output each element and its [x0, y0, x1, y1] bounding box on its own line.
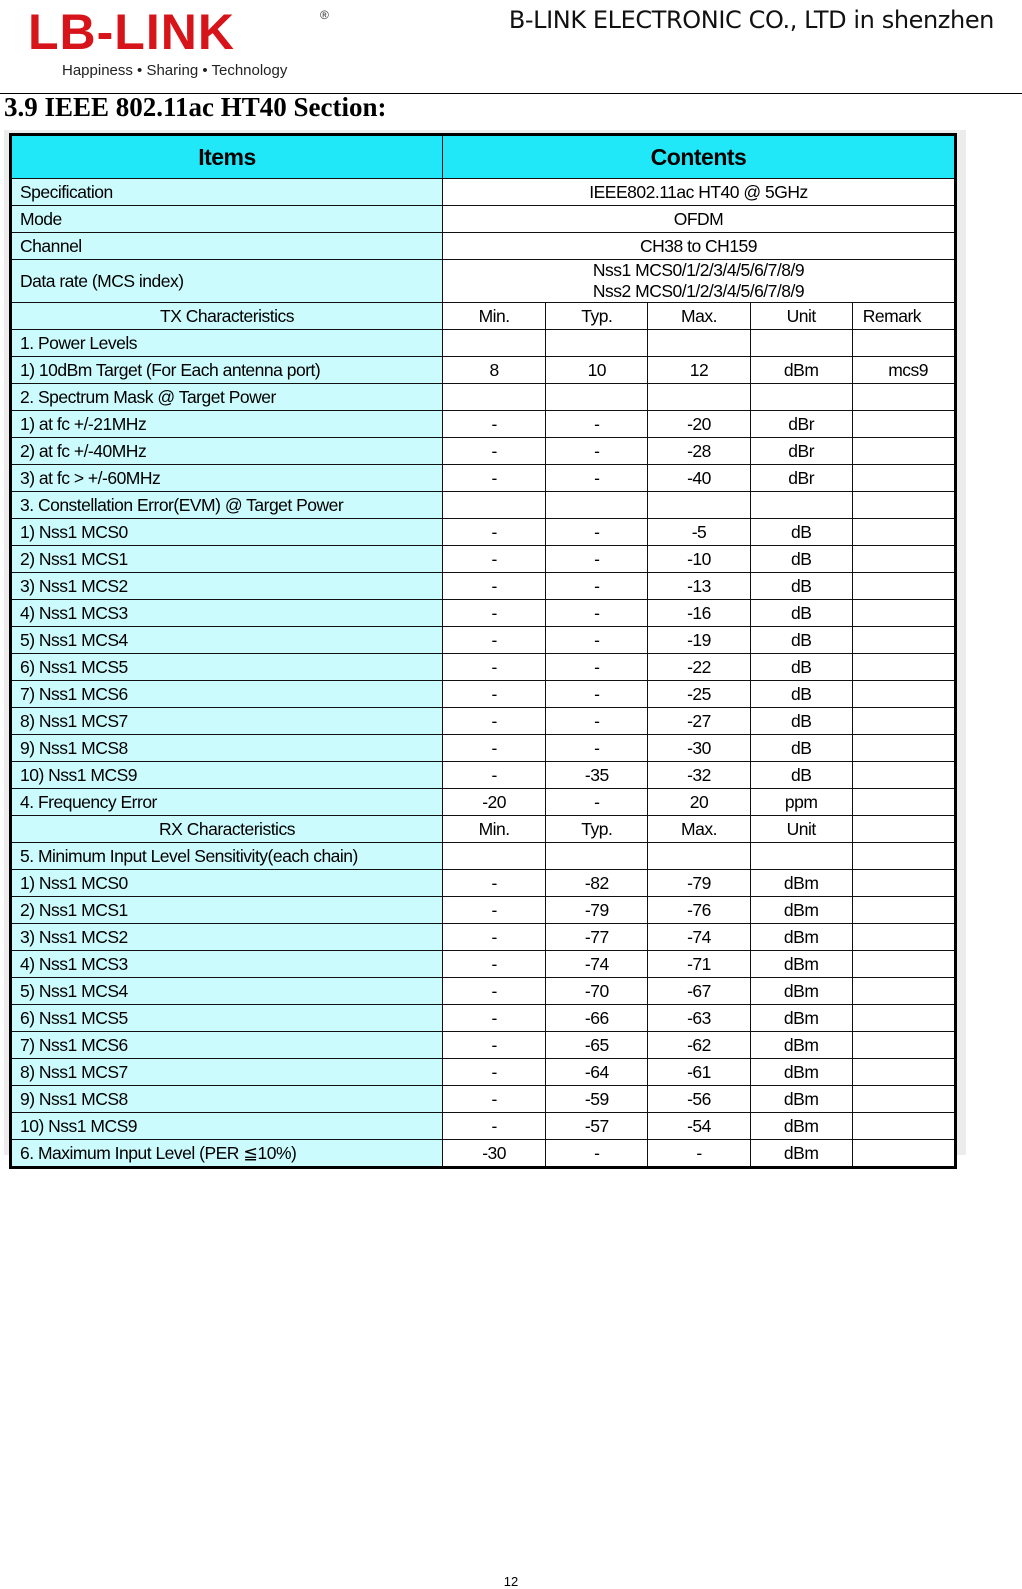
cell-max: -28 — [648, 438, 750, 465]
cell-max — [648, 492, 750, 519]
cell-remark — [852, 978, 955, 1005]
company-name: B-LINK ELECTRONIC CO., LTD in shenzhen — [508, 6, 994, 34]
cell-max — [648, 330, 750, 357]
cell-remark — [852, 789, 955, 816]
cell-typ: - — [546, 573, 648, 600]
company-logo — [28, 6, 348, 84]
table-head-row — [11, 135, 956, 179]
cell-unit: dBm — [750, 1113, 852, 1140]
cell-remark — [852, 465, 955, 492]
cell-typ: -77 — [546, 924, 648, 951]
cell-max: -76 — [648, 897, 750, 924]
table-row — [11, 330, 956, 357]
table-row — [11, 600, 956, 627]
table-row — [11, 735, 956, 762]
row-item: 4) Nss1 MCS3 — [11, 600, 443, 627]
rx-header-row — [11, 816, 956, 843]
cell-min: - — [443, 681, 546, 708]
cell-max: -19 — [648, 627, 750, 654]
cell-max: -5 — [648, 519, 750, 546]
cell-max: -32 — [648, 762, 750, 789]
cell-remark — [852, 438, 955, 465]
cell-unit: dBr — [750, 438, 852, 465]
cell-unit — [750, 492, 852, 519]
table-row — [11, 492, 956, 519]
min-header: Min. — [443, 816, 546, 843]
cell-unit: dBr — [750, 411, 852, 438]
cell-remark — [852, 411, 955, 438]
cell-max: -30 — [648, 735, 750, 762]
cell-max: -40 — [648, 465, 750, 492]
row-value: CH38 to CH159 — [443, 233, 956, 260]
cell-max: 12 — [648, 357, 750, 384]
cell-unit: dBm — [750, 1086, 852, 1113]
cell-unit: dBr — [750, 465, 852, 492]
cell-typ: -65 — [546, 1032, 648, 1059]
row-item: 2) at fc +/-40MHz — [11, 438, 443, 465]
cell-min — [443, 492, 546, 519]
cell-remark — [852, 384, 955, 411]
cell-unit: dB — [750, 627, 852, 654]
cell-min: - — [443, 573, 546, 600]
cell-max: - — [648, 1140, 750, 1168]
cell-min: - — [443, 1086, 546, 1113]
row-item: 7) Nss1 MCS6 — [11, 1032, 443, 1059]
row-item: 3. Constellation Error(EVM) @ Target Power — [11, 492, 443, 519]
row-item: 5. Minimum Input Level Sensitivity(each chain) — [11, 843, 443, 870]
cell-typ: -64 — [546, 1059, 648, 1086]
cell-min: - — [443, 708, 546, 735]
cell-max: -56 — [648, 1086, 750, 1113]
table-row — [11, 627, 956, 654]
cell-max: -20 — [648, 411, 750, 438]
row-item: 2) Nss1 MCS1 — [11, 546, 443, 573]
cell-remark — [852, 330, 955, 357]
row-item: Mode — [11, 206, 443, 233]
row-item: 6. Maximum Input Level (PER ≦10%) — [11, 1140, 443, 1168]
cell-max: 20 — [648, 789, 750, 816]
cell-max: -22 — [648, 654, 750, 681]
cell-remark — [852, 1059, 955, 1086]
row-item: 1) Nss1 MCS0 — [11, 519, 443, 546]
cell-max: -63 — [648, 1005, 750, 1032]
row-item: 10) Nss1 MCS9 — [11, 1113, 443, 1140]
cell-min: - — [443, 1113, 546, 1140]
tx-section-label: TX Characteristics — [11, 303, 443, 330]
datarate-line: Nss1 MCS0/1/2/3/4/5/6/7/8/9 — [592, 260, 805, 280]
cell-unit: dBm — [750, 951, 852, 978]
row-item: 3) Nss1 MCS2 — [11, 924, 443, 951]
cell-unit: dBm — [750, 924, 852, 951]
cell-min: - — [443, 924, 546, 951]
table-row — [11, 573, 956, 600]
cell-max: -62 — [648, 1032, 750, 1059]
table-row — [11, 762, 956, 789]
row-item: 4. Frequency Error — [11, 789, 443, 816]
table-row — [11, 546, 956, 573]
cell-unit: dB — [750, 681, 852, 708]
cell-unit: dB — [750, 546, 852, 573]
cell-typ: -35 — [546, 762, 648, 789]
datarate-line: Nss2 MCS0/1/2/3/4/5/6/7/8/9 — [592, 281, 805, 301]
table-row — [11, 1005, 956, 1032]
cell-max: -71 — [648, 951, 750, 978]
cell-typ: - — [546, 600, 648, 627]
cell-max: -25 — [648, 681, 750, 708]
cell-typ: -79 — [546, 897, 648, 924]
row-item: Channel — [11, 233, 443, 260]
cell-typ: - — [546, 411, 648, 438]
table-row — [11, 681, 956, 708]
cell-typ — [546, 384, 648, 411]
row-item: 2. Spectrum Mask @ Target Power — [11, 384, 443, 411]
page-number: 12 — [503, 1574, 519, 1589]
cell-min: - — [443, 762, 546, 789]
unit-header: Unit — [750, 303, 852, 330]
table-row — [11, 951, 956, 978]
cell-remark — [852, 519, 955, 546]
row-item: 3) at fc > +/-60MHz — [11, 465, 443, 492]
cell-remark — [852, 897, 955, 924]
cell-unit — [750, 843, 852, 870]
datarate-row — [11, 260, 956, 303]
row-item: 5) Nss1 MCS4 — [11, 978, 443, 1005]
table-row — [11, 708, 956, 735]
row-item: 7) Nss1 MCS6 — [11, 681, 443, 708]
cell-typ: -74 — [546, 951, 648, 978]
cell-typ — [546, 330, 648, 357]
cell-typ: -70 — [546, 978, 648, 1005]
cell-remark — [852, 1140, 955, 1168]
row-item: 1) Nss1 MCS0 — [11, 870, 443, 897]
row-item: 9) Nss1 MCS8 — [11, 735, 443, 762]
table-row — [11, 519, 956, 546]
max-header: Max. — [648, 816, 750, 843]
cell-typ: - — [546, 438, 648, 465]
row-item: 5) Nss1 MCS4 — [11, 627, 443, 654]
table-row — [11, 411, 956, 438]
cell-min: - — [443, 438, 546, 465]
contents-header: Contents — [443, 135, 956, 179]
table-row — [11, 870, 956, 897]
cell-min: -30 — [443, 1140, 546, 1168]
cell-typ: -59 — [546, 1086, 648, 1113]
cell-typ: - — [546, 519, 648, 546]
cell-remark: mcs9 — [852, 357, 955, 384]
section-title: 3.9 IEEE 802.11ac HT40 Section: — [4, 92, 387, 122]
spec-table — [9, 133, 957, 1169]
table-row — [11, 1086, 956, 1113]
remark-header — [852, 816, 955, 843]
min-header: Min. — [443, 303, 546, 330]
cell-unit: dBm — [750, 1059, 852, 1086]
cell-unit: dBm — [750, 870, 852, 897]
cell-typ: - — [546, 654, 648, 681]
cell-max: -10 — [648, 546, 750, 573]
row-item: 10) Nss1 MCS9 — [11, 762, 443, 789]
cell-max: -27 — [648, 708, 750, 735]
cell-typ: - — [546, 735, 648, 762]
remark-header: Remark — [852, 303, 955, 330]
table-row — [11, 654, 956, 681]
unit-header: Unit — [750, 816, 852, 843]
row-item: 2) Nss1 MCS1 — [11, 897, 443, 924]
table-row — [11, 789, 956, 816]
cell-min: - — [443, 600, 546, 627]
cell-unit: dBm — [750, 1140, 852, 1168]
typ-header: Typ. — [546, 816, 648, 843]
logo-tagline: Happiness • Sharing • Technology — [62, 62, 288, 79]
tx-header-row — [11, 303, 956, 330]
cell-min: 8 — [443, 357, 546, 384]
row-item: 6) Nss1 MCS5 — [11, 654, 443, 681]
cell-remark — [852, 951, 955, 978]
cell-min — [443, 330, 546, 357]
table-row — [11, 1059, 956, 1086]
cell-max: -61 — [648, 1059, 750, 1086]
cell-min: - — [443, 519, 546, 546]
cell-typ: - — [546, 708, 648, 735]
row-item: 1) at fc +/-21MHz — [11, 411, 443, 438]
cell-max: -16 — [648, 600, 750, 627]
cell-min: - — [443, 1005, 546, 1032]
table-row — [11, 843, 956, 870]
row-item: 3) Nss1 MCS2 — [11, 573, 443, 600]
cell-min: - — [443, 978, 546, 1005]
cell-remark — [852, 573, 955, 600]
cell-unit: dB — [750, 654, 852, 681]
general-row — [11, 206, 956, 233]
row-item: 8) Nss1 MCS7 — [11, 1059, 443, 1086]
cell-unit: dBm — [750, 897, 852, 924]
table-row — [11, 1140, 956, 1168]
cell-unit — [750, 330, 852, 357]
cell-min: - — [443, 1032, 546, 1059]
cell-max: -79 — [648, 870, 750, 897]
table-row — [11, 1032, 956, 1059]
table-row — [11, 438, 956, 465]
cell-remark — [852, 546, 955, 573]
cell-min: - — [443, 627, 546, 654]
row-value: OFDM — [443, 206, 956, 233]
cell-min: - — [443, 735, 546, 762]
cell-remark — [852, 1032, 955, 1059]
table-row — [11, 384, 956, 411]
cell-min: - — [443, 411, 546, 438]
cell-remark — [852, 735, 955, 762]
cell-max: -74 — [648, 924, 750, 951]
cell-min: - — [443, 897, 546, 924]
cell-remark — [852, 708, 955, 735]
row-item: Specification — [11, 179, 443, 206]
cell-unit: dBm — [750, 1005, 852, 1032]
row-value: IEEE802.11ac HT40 @ 5GHz — [443, 179, 956, 206]
table-row — [11, 897, 956, 924]
general-row — [11, 233, 956, 260]
cell-min — [443, 843, 546, 870]
cell-unit: dB — [750, 519, 852, 546]
cell-unit: dB — [750, 600, 852, 627]
cell-min: - — [443, 654, 546, 681]
cell-remark — [852, 762, 955, 789]
cell-typ: - — [546, 1140, 648, 1168]
cell-min: - — [443, 465, 546, 492]
cell-typ — [546, 843, 648, 870]
cell-min: - — [443, 951, 546, 978]
logo-wordmark: LB-LINK — [28, 4, 235, 60]
cell-max — [648, 384, 750, 411]
cell-remark — [852, 627, 955, 654]
cell-remark — [852, 492, 955, 519]
max-header: Max. — [648, 303, 750, 330]
cell-typ: - — [546, 681, 648, 708]
cell-typ: - — [546, 789, 648, 816]
cell-min — [443, 384, 546, 411]
cell-min: -20 — [443, 789, 546, 816]
cell-unit: dB — [750, 708, 852, 735]
row-item: 6) Nss1 MCS5 — [11, 1005, 443, 1032]
cell-unit: dB — [750, 573, 852, 600]
cell-max — [648, 843, 750, 870]
cell-typ: -82 — [546, 870, 648, 897]
cell-remark — [852, 681, 955, 708]
table-row — [11, 357, 956, 384]
items-header: Items — [11, 135, 443, 179]
cell-unit: dBm — [750, 357, 852, 384]
table-row — [11, 924, 956, 951]
cell-remark — [852, 1113, 955, 1140]
cell-min: - — [443, 1059, 546, 1086]
cell-unit: dBm — [750, 978, 852, 1005]
cell-typ: - — [546, 546, 648, 573]
general-row — [11, 179, 956, 206]
registered-mark: ® — [320, 8, 329, 22]
cell-typ: - — [546, 627, 648, 654]
row-item: 1. Power Levels — [11, 330, 443, 357]
cell-remark — [852, 654, 955, 681]
row-item: 9) Nss1 MCS8 — [11, 1086, 443, 1113]
cell-typ: -57 — [546, 1113, 648, 1140]
row-item: Data rate (MCS index) — [11, 260, 443, 303]
typ-header: Typ. — [546, 303, 648, 330]
cell-typ: 10 — [546, 357, 648, 384]
cell-typ — [546, 492, 648, 519]
cell-remark — [852, 870, 955, 897]
cell-remark — [852, 843, 955, 870]
cell-unit: dBm — [750, 1032, 852, 1059]
cell-unit: ppm — [750, 789, 852, 816]
cell-remark — [852, 1086, 955, 1113]
row-item: 1) 10dBm Target (For Each antenna port) — [11, 357, 443, 384]
cell-min: - — [443, 870, 546, 897]
spec-table-container — [4, 130, 966, 1163]
table-row — [11, 978, 956, 1005]
cell-unit — [750, 384, 852, 411]
cell-typ: -66 — [546, 1005, 648, 1032]
table-row — [11, 465, 956, 492]
row-value — [443, 260, 956, 303]
cell-unit: dB — [750, 735, 852, 762]
cell-remark — [852, 1005, 955, 1032]
row-item: 4) Nss1 MCS3 — [11, 951, 443, 978]
cell-typ: - — [546, 465, 648, 492]
cell-max: -13 — [648, 573, 750, 600]
cell-remark — [852, 600, 955, 627]
cell-unit: dB — [750, 762, 852, 789]
cell-min: - — [443, 546, 546, 573]
table-row — [11, 1113, 956, 1140]
cell-max: -67 — [648, 978, 750, 1005]
cell-max: -54 — [648, 1113, 750, 1140]
row-item: 8) Nss1 MCS7 — [11, 708, 443, 735]
rx-section-label: RX Characteristics — [11, 816, 443, 843]
cell-remark — [852, 924, 955, 951]
